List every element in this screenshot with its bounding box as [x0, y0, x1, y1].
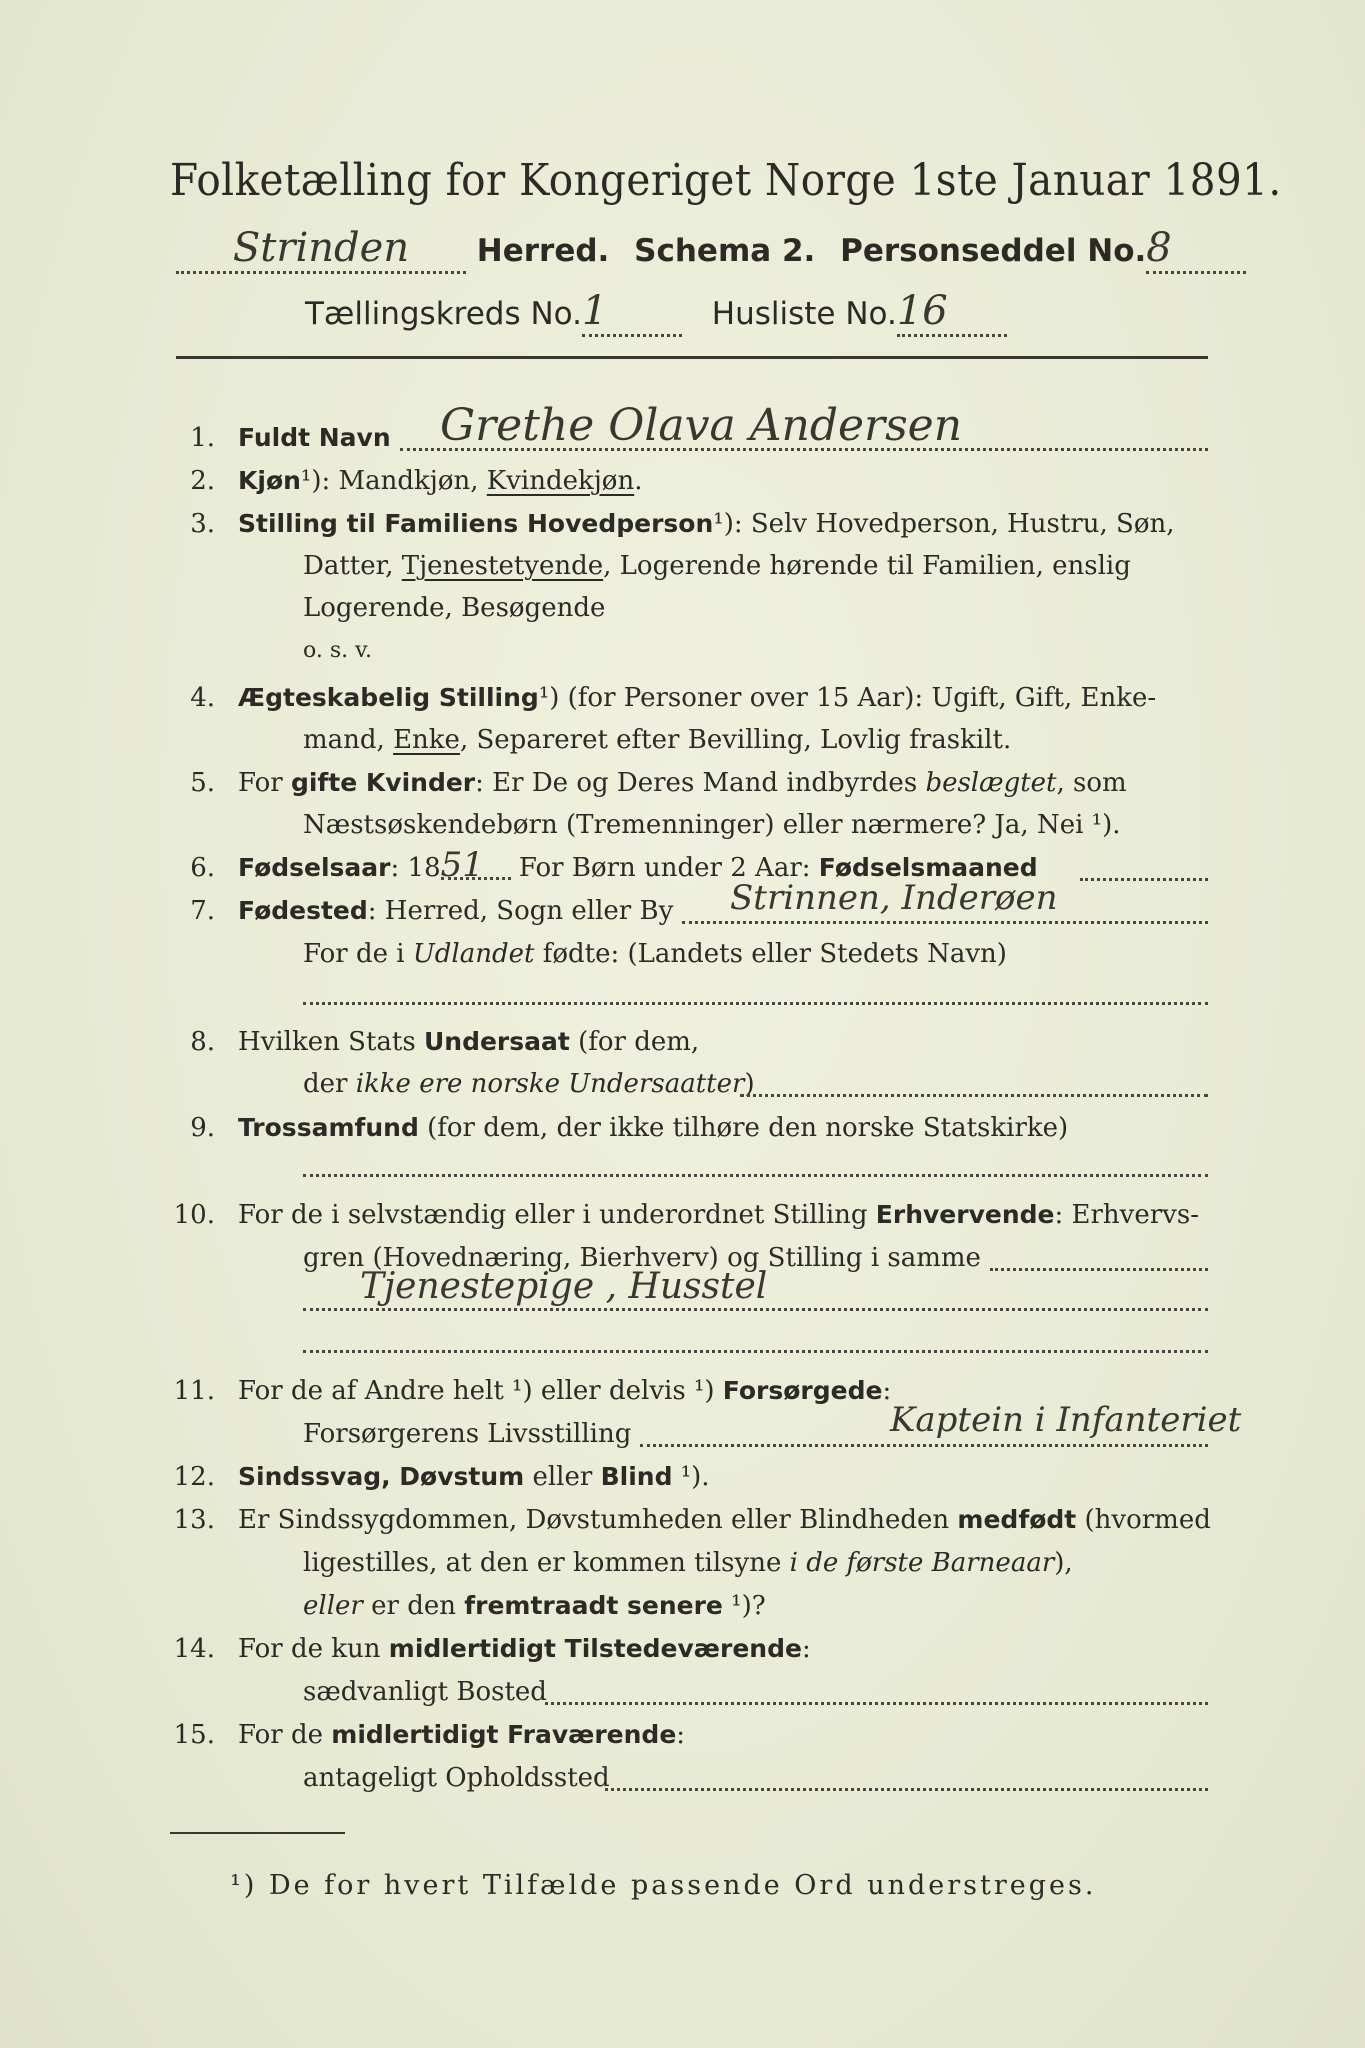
citizenship-line	[740, 1094, 1208, 1097]
gender-row: Kjøn¹): Mandkjøn, Kvindekjøn.	[238, 466, 643, 496]
abroad-row: For de i Udlandet fødte: (Landets eller Stedets Navn)	[303, 939, 1007, 969]
full-name-label: Fuldt Navn	[238, 423, 391, 452]
marital-label: Ægteskabelig Stilling	[238, 683, 539, 712]
birthplace-value: Strinnen, Inderøen	[730, 878, 1058, 918]
husliste-label: Husliste No.	[711, 296, 897, 332]
birth-year-row: Fødselsaar: 1851 For Børn under 2 Aar: Fødselsmaaned	[238, 845, 1038, 885]
occupation-line	[990, 1268, 1208, 1271]
married-women-row-2: Næstsøskendebørn (Tremenninger) eller nærmere? Ja, Nei ¹).	[303, 810, 1121, 840]
footnote-rule	[170, 1832, 345, 1834]
schema-label: Schema 2.	[634, 233, 816, 269]
marital-row-2: mand, Enke, Separeret efter Bevilling, Lovlig fraskilt.	[303, 725, 1012, 755]
congenital-row-2: ligestilles, at den er kommen tilsyne i de første Barneaar),	[303, 1548, 1073, 1578]
item-number: 5.	[190, 768, 215, 798]
item-number: 10.	[173, 1200, 215, 1230]
religion-row: Trossamfund (for dem, der ikke tilhøre den norske Statskirke)	[238, 1113, 1069, 1143]
religion-line	[303, 1174, 1208, 1177]
header-rule	[176, 356, 1208, 359]
birthplace-row: Fødested: Herred, Sogn eller By	[238, 896, 674, 926]
supported-row: For de af Andre helt ¹) eller delvis ¹) Forsørgede:	[238, 1376, 892, 1406]
occupation-line-3	[303, 1350, 1208, 1353]
form-title: Folketælling for Kongeriget Norge 1ste Januar 1891.	[170, 155, 1282, 206]
supporter-label: Forsørgerens Livsstilling	[303, 1419, 632, 1449]
citizenship-row-2: der ikke ere norske Undersaatter)	[303, 1069, 755, 1099]
item-number: 3.	[190, 509, 215, 539]
family-position-etc: o. s. v.	[303, 638, 372, 663]
item-number: 2.	[190, 466, 215, 496]
item-number: 15.	[173, 1720, 215, 1750]
family-position-selected: Tjenestetyende	[401, 551, 604, 581]
gender-selected: Kvindekjøn	[486, 466, 635, 496]
citizenship-row: Hvilken Stats Undersaat (for dem,	[238, 1027, 700, 1057]
item-number: 9.	[190, 1113, 215, 1143]
herred-line	[176, 225, 1246, 274]
occupation-value: Tjenestepige , Husstel	[360, 1266, 768, 1307]
probable-stay-label: antageligt Opholdssted	[303, 1763, 610, 1793]
birth-year-value: 51	[441, 853, 511, 880]
gender-label: Kjøn	[238, 466, 301, 495]
item-number: 4.	[190, 683, 215, 713]
kreds-line	[305, 288, 1007, 337]
item-number: 14.	[173, 1634, 215, 1664]
occupation-row-2: gren (Hovednæring, Bierhverv) og Stilling i samme	[303, 1243, 981, 1273]
family-position-row-2: Datter, Tjenestetyende, Logerende hørende til Familien, enslig	[303, 551, 1131, 581]
personseddel-label: Personseddel No.	[840, 233, 1147, 269]
marital-row: Ægteskabelig Stilling¹) (for Personer over 15 Aar): Ugift, Gift, Enke-	[238, 683, 1157, 713]
family-position-label: Stilling til Familiens Hovedperson	[238, 509, 714, 538]
marital-selected: Enke	[393, 725, 460, 755]
item-number: 7.	[190, 896, 215, 926]
birth-month-line	[1080, 878, 1208, 881]
full-name-value: Grethe Olava Andersen	[440, 400, 963, 451]
item-number: 6.	[190, 853, 215, 883]
family-position-row-3: Logerende, Besøgende	[303, 593, 606, 623]
herred-value: Strinden	[176, 225, 466, 274]
temporary-present-row: For de kun midlertidigt Tilstedeværende:	[238, 1634, 811, 1664]
supporter-line	[640, 1444, 1208, 1447]
item-number: 12.	[173, 1462, 215, 1492]
birthplace-line	[682, 921, 1208, 924]
usual-residence-label: sædvanligt Bosted	[303, 1677, 547, 1707]
herred-label: Herred.	[476, 233, 610, 269]
item-number: 8.	[190, 1027, 215, 1057]
kreds-label: Tællingskreds No.	[305, 296, 582, 332]
personseddel-value: 8	[1146, 225, 1246, 274]
footnote: ¹) De for hvert Tilfælde passende Ord understreges.	[230, 1870, 1097, 1901]
family-position-row: Stilling til Familiens Hovedperson¹): Selv Hovedperson, Hustru, Søn,	[238, 509, 1175, 539]
married-women-row: For gifte Kvinder: Er De og Deres Mand indbyrdes beslægtet, som	[238, 768, 1127, 798]
congenital-row: Er Sindssygdommen, Døvstumheden eller Blindheden medfødt (hvormed	[238, 1505, 1211, 1535]
usual-residence-line	[545, 1702, 1208, 1705]
item-number: 13.	[173, 1505, 215, 1535]
supporter-value: Kaptein i Infanteriet	[890, 1400, 1242, 1440]
kreds-value: 1	[582, 288, 682, 337]
occupation-line-2	[303, 1308, 1208, 1311]
item-number: 1.	[190, 423, 215, 453]
abroad-line	[303, 1002, 1208, 1005]
occupation-row: For de i selvstændig eller i underordnet Stilling Erhvervende: Erhvervs-	[238, 1200, 1199, 1230]
item-number: 11.	[173, 1376, 215, 1406]
temporary-absent-row: For de midlertidigt Fraværende:	[238, 1720, 686, 1750]
congenital-row-3: eller er den fremtraadt senere ¹)?	[303, 1591, 766, 1621]
husliste-value: 16	[897, 288, 1007, 337]
probable-stay-line	[605, 1788, 1208, 1791]
disability-row: Sindssvag, Døvstum eller Blind ¹).	[238, 1462, 710, 1492]
